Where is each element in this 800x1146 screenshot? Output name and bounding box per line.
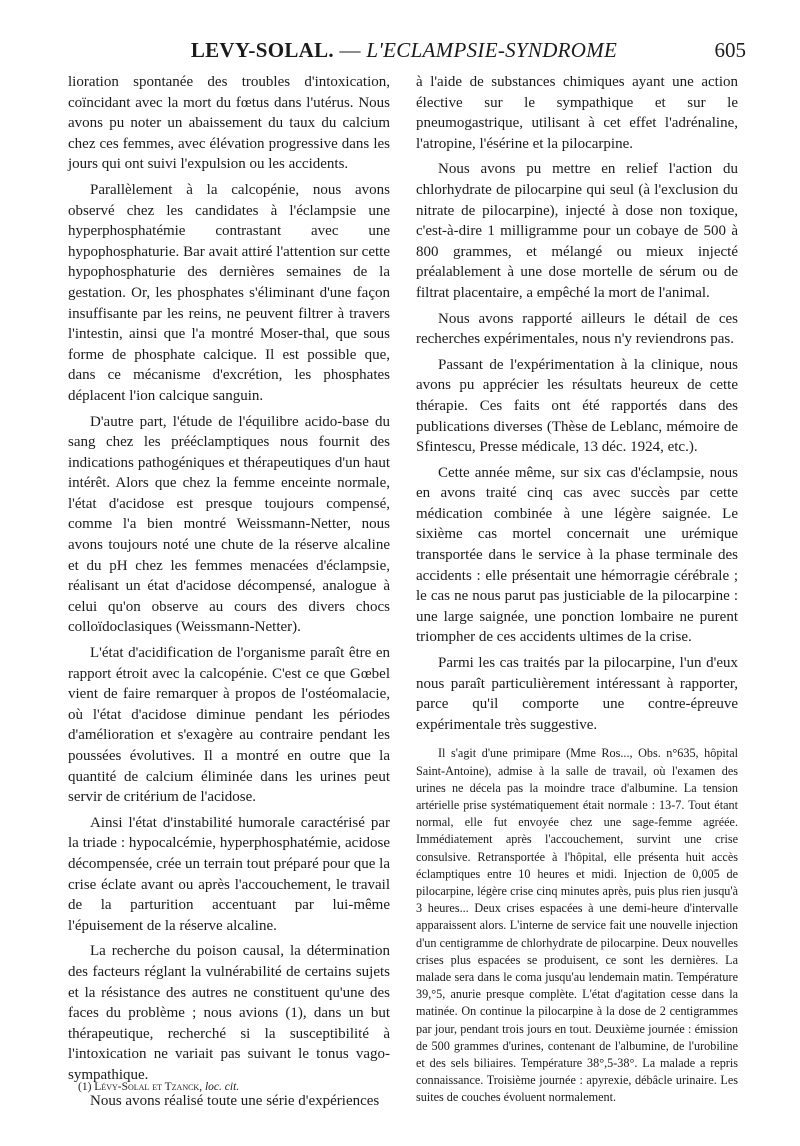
left-paragraph-3: D'autre part, l'étude de l'équilibre acido-base du sang chez les prééclamptiques nous fournit des indications pathogéniques et thérapeutiques d'un haut intérêt. Alors que chez la femme enceinte normale, l'état d'acidose est presque toujours compensé, comme l'a bien montré Weissmann-Netter, nous avons toujours noté une chute de la réserve alcaline et du pH chez les femmes menacées d'éclampsie, réalisant un état d'acidose décompensé, analogue à celui qu'on observe au cours des divers chocs colloïdoclasiques (Weissmann-Netter). [68, 413, 390, 636]
header-dash: — [333, 38, 367, 62]
right-column [416, 72, 738, 1107]
footnote [78, 1081, 388, 1093]
running-title [68, 38, 740, 63]
footnote-authors: Lévy-Solal et Tzanck, [94, 1081, 203, 1093]
page-number: 605 [714, 38, 746, 62]
right-paragraph-2: Nous avons pu mettre en relief l'action du chlorhydrate de pilocarpine qui seul (à l'exclusion du nitrate de pilocarpine), injecté à dose non toxique, c'est-à-dire 1 milligramme pour un cobaye de 500 à 800 grammes, et mélangé ou mieux injecté préalablement à une dose mortelle de sérum ou de filtrat placentaire, a empêché la mort de l'animal. [416, 161, 738, 301]
right-paragraph-3: Nous avons rapporté ailleurs le détail de ces recherches expérimentales, nous n'y reviendrons pas. [416, 310, 738, 348]
case-report [416, 745, 738, 1106]
left-paragraph-5: Ainsi l'état d'instabilité humorale caractérisé par la triade : hypocalcémie, hyperphosphatémie, acidose décompensée, crée un terrain tout préparé pour que la crise éclate avant ou après l'accouchement, le travail de la parturition accentuant par lui-même l'épuisement de la réserve alcaline. [68, 814, 390, 934]
right-paragraph-1: à l'aide de substances chimiques ayant une action élective sur le sympathique et sur le pneumogastrique, utilisant à cet effet l'adrénaline, l'atropine, l'ésérine et la pilocarpine. [416, 74, 738, 152]
right-paragraph-5: Cette année même, sur six cas d'éclampsie, nous en avons traité cinq cas avec succès par cette médication combinée à une légère saignée. Le sixième cas mortel concernait une urémique transportée dans le service à la phase terminale des accidents : elle présentait une hémorragie cérébrale ; le cas ne nous parut pas justiciable de la pilocarpine : une large saignée, une ponction lombaire ne purent triompher de ces accidents ultimes de la crise. [416, 464, 738, 646]
footnote-reference: loc. cit. [204, 1081, 240, 1093]
right-paragraph-4: Passant de l'expérimentation à la clinique, nous avons pu apprécier les résultats heureux de cette thérapie. Ces faits ont été rapportés dans des publications diverses (Thèse de Leblanc, mémoire de Sfintescu, Presse médicale, 13 déc. 1924, etc.). [416, 356, 738, 456]
running-header [68, 38, 746, 64]
footnote-marker: (1) [78, 1081, 92, 1093]
left-paragraph-7: Nous avons réalisé toute une série d'expériences [90, 1092, 380, 1109]
case-report-text: Il s'agit d'une primipare (Mme Ros..., Obs. n°635, hôpital Saint-Antoine), admise à la salle de travail, où l'examen des urines ne décela pas la moindre trace d'albumine. La tension artérielle prise systématiquement était normale : 13-7. Tout étant normal, elle fut envoyée chez une sage-femme agréée. Immédiatement après l'accouchement, survint une crise consulsive. Retransportée à l'hôpital, elle présenta huit accès éclamptiques entre 10 heures et midi. Injection de 0,005 de pilocarpine, légère crise cinq minutes après, puis plus rien jusqu'à 3 heures... Deux crises espacées à une demi-heure d'intervalle apparaissent alors. L'interne de service fait une nouvelle injection d'un centigramme de chlorhydrate de pilocarpine. Deux nouvelles crises plus espacées se produisent, ce sont les dernières. La malade sera dans le coma jusqu'au lendemain matin. Température 39,°5, anurie presque complète. L'état d'agitation cesse dans la matinée. On continue la pilocarpine à la dose de 2 centigrammes par jour, pendant trois jours en tout. Deuxième journée : émission de 500 grammes d'urines, contenant de l'albumine, de l'urobiline et des sels biliaires. Température 38°,5-38°. La malade a repris connaissance. Troisième journée : apyrexie, débâcle urinaire. Les suites de couches évoluent normalement. [416, 746, 738, 1105]
right-paragraph-6: Parmi les cas traités par la pilocarpine, l'un d'eux nous paraît particulièrement intéressant à rapporter, parce qu'il comporte une contre-épreuve expérimentale très suggestive. [416, 655, 738, 733]
left-paragraph-2: Parallèlement à la calcopénie, nous avons observé chez les candidates à l'éclampsie une hyperphosphatémie contrastant avec une hypophosphaturie. Bar avait attiré l'attention sur cette hypophosphaturie des dernières semaines de la gestation. Or, les phosphates s'éliminant d'une façon insuffisante par les reins, ne peuvent filtrer à travers l'intestin, ainsi que l'a montré Moser-thal, que sous forme de phosphate calcique. Il est possible que, dans ce mécanisme d'excrétion, les phosphates déplacent l'ion calcique sanguin. [68, 181, 390, 404]
header-article-title: L'ECLAMPSIE-SYNDROME [366, 38, 618, 62]
left-paragraph-6: La recherche du poison causal, la détermination des facteurs réglant la vulnérabilité de certains sujets et la résistance des autres ne constituent qu'une des faces du problème ; nous avions (1), dans un but thérapeutique, recherché si la susceptibilité à l'intoxication ne variait pas suivant le tonus vago-sympathique. [68, 943, 390, 1083]
left-paragraph-1: lioration spontanée des troubles d'intoxication, coïncidant avec la mort du fœtus dans l'utérus. Nous avons pu noter un abaissement du taux du calcium chez ces femmes, avec élévation progressive dans les jours qui ont suivi l'expulsion ou les accidents. [68, 74, 390, 173]
header-author: LEVY-SOLAL. [190, 38, 334, 62]
left-paragraph-4: L'état d'acidification de l'organisme paraît être en rapport étroit avec la calcopénie. C'est ce que Gœbel vient de faire remarquer à propos de l'ostéomalacie, où l'état d'acidose diminue pendant les périodes d'amélioration et s'exagère au contraire pendant les poussées évolutives. Il a montré en outre que la quantité de calcium éliminée dans les urines peut servir de critérium de l'acidose. [68, 645, 390, 806]
left-column [68, 72, 390, 1111]
